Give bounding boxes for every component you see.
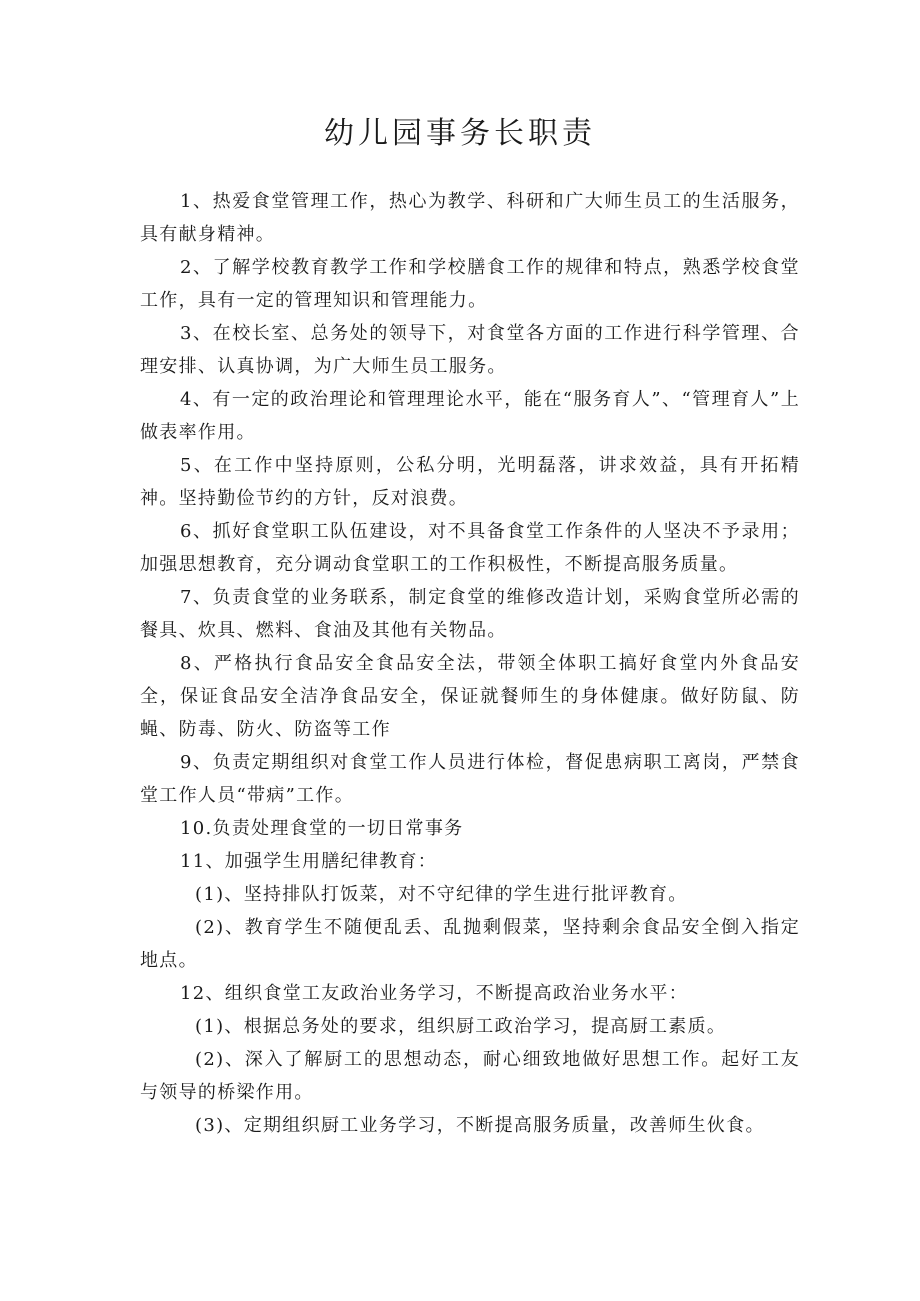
duty-subitem-12-1: (1)、根据总务处的要求，组织厨工政治学习，提高厨工素质。 bbox=[195, 1016, 727, 1037]
duty-item-1: 1、热爱食堂管理工作，热心为教学、科研和广大师生员工的生活服务，具有献身精神。 bbox=[140, 191, 800, 245]
document-title: 幼儿园事务长职责 bbox=[324, 116, 596, 151]
duty-item-9: 9、负责定期组织对食堂工作人员进行体检，督促患病职工离岗，严禁食堂工作人员“带病”工作。 bbox=[140, 752, 800, 806]
duty-item-8: 8、严格执行食品安全食品安全法，带领全体职工搞好食堂内外食品安全，保证食品安全洁净食品安全，保证就餐师生的身体健康。做好防鼠、防蝇、防毒、防火、防盗等工作 bbox=[140, 653, 800, 740]
duty-subitem-11-2: (2)、教育学生不随便乱丢、乱抛剩假菜，坚持剩余食品安全倒入指定地点。 bbox=[140, 917, 800, 971]
duty-item-3: 3、在校长室、总务处的领导下，对食堂各方面的工作进行科学管理、合理安排、认真协调，为广大师生员工服务。 bbox=[140, 323, 800, 377]
duty-item-10: 10.负责处理食堂的一切日常事务 bbox=[180, 818, 464, 839]
duty-item-4: 4、有一定的政治理论和管理理论水平，能在“服务育人”、“管理育人”上做表率作用。 bbox=[140, 389, 800, 443]
duty-item-11: 11、加强学生用膳纪律教育： bbox=[180, 851, 438, 872]
duty-item-2: 2、了解学校教育教学工作和学校膳食工作的规律和特点，熟悉学校食堂工作，具有一定的管理知识和管理能力。 bbox=[140, 257, 800, 311]
duty-item-7: 7、负责食堂的业务联系，制定食堂的维修改造计划，采购食堂所必需的餐具、炊具、燃料、食油及其他有关物品。 bbox=[140, 587, 800, 641]
duty-subitem-11-1: (1)、坚持排队打饭菜，对不守纪律的学生进行批评教育。 bbox=[195, 884, 688, 905]
duty-item-12: 12、组织食堂工友政治业务学习，不断提高政治业务水平： bbox=[180, 983, 689, 1004]
duty-item-6: 6、抓好食堂职工队伍建设，对不具备食堂工作条件的人坚决不予录用；加强思想教育，充分调动食堂职工的工作积极性，不断提高服务质量。 bbox=[140, 521, 800, 575]
duty-item-5: 5、在工作中坚持原则，公私分明，光明磊落，讲求效益，具有开拓精神。坚持勤俭节约的方针，反对浪费。 bbox=[140, 455, 800, 509]
duty-subitem-12-3: (3)、定期组织厨工业务学习，不断提高服务质量，改善师生伙食。 bbox=[195, 1115, 765, 1136]
duty-subitem-12-2: (2)、深入了解厨工的思想动态，耐心细致地做好思想工作。起好工友与领导的桥梁作用。 bbox=[140, 1049, 800, 1103]
document-body bbox=[140, 185, 800, 1142]
